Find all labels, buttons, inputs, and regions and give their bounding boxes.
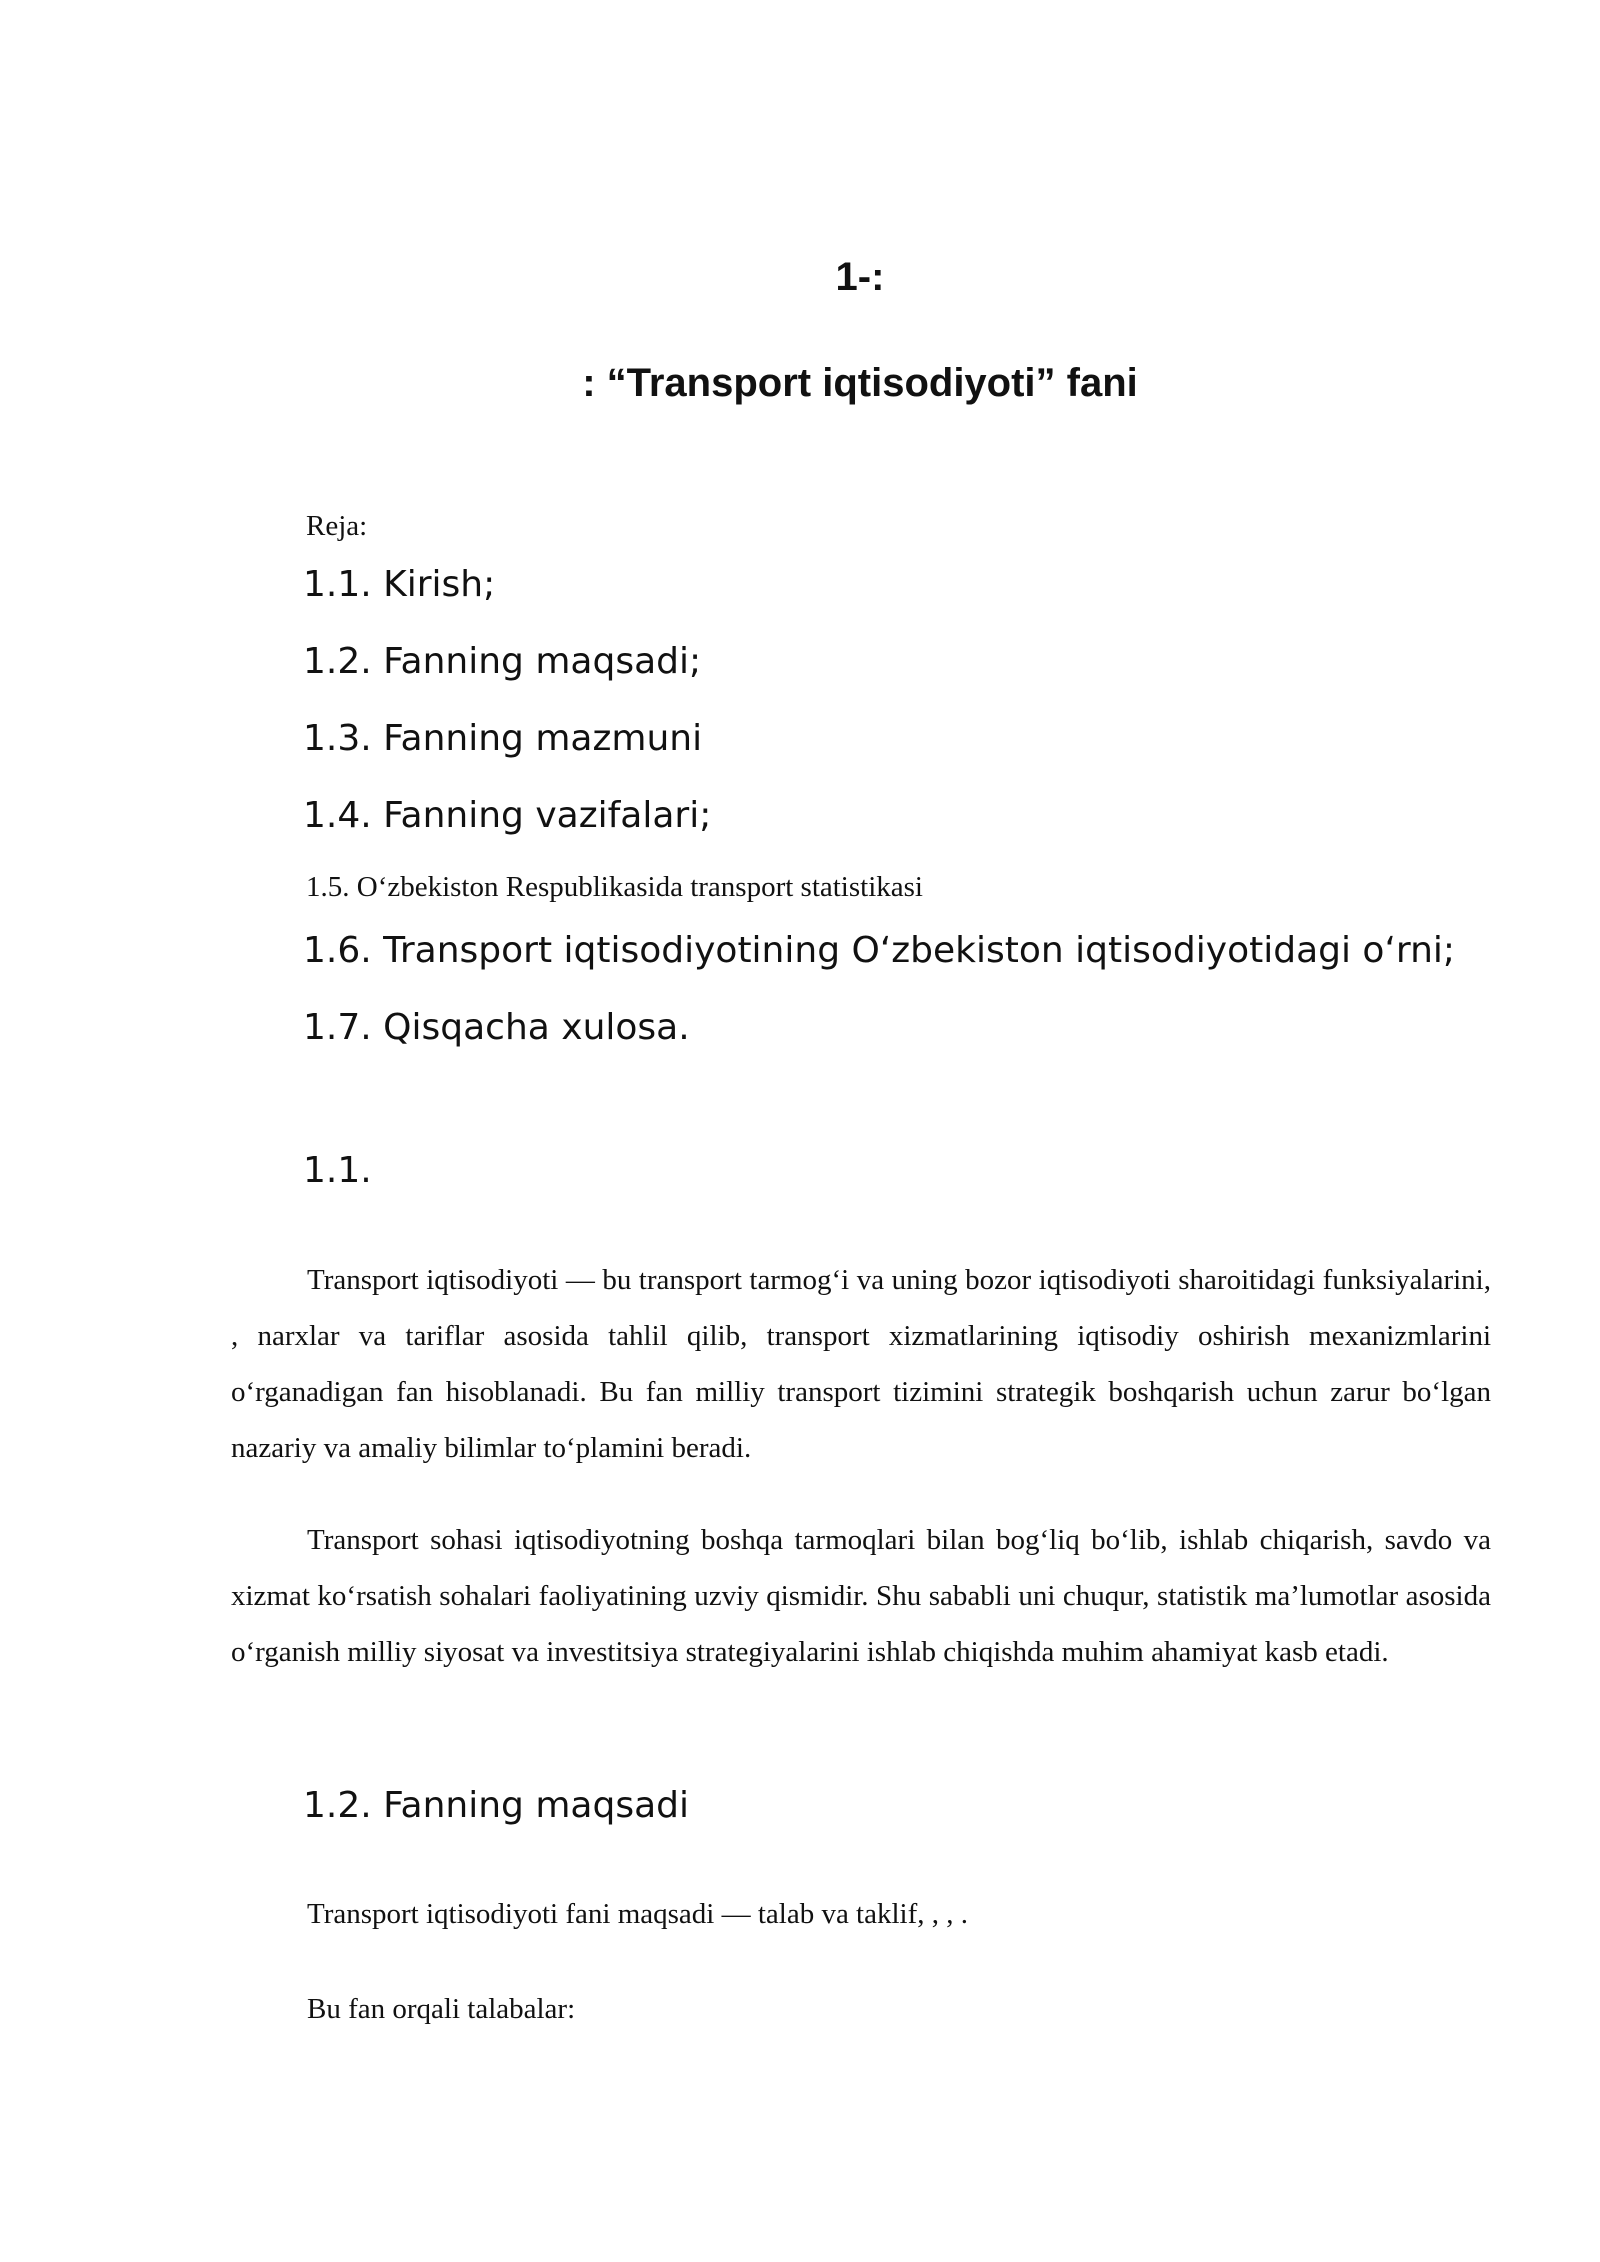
section-1-2-line-1: Transport iqtisodiyoti fani maqsadi — talab va taklif, , , . — [307, 1898, 969, 1930]
section-heading-1-2: 1.2. Fanning maqsadi — [303, 1785, 689, 1826]
plan-label: Reja: — [306, 510, 368, 542]
plan-item-statistika: 1.5. O‘zbekiston Respublikasida transport statistikasi — [306, 871, 923, 903]
plan-item-vazifalari: 1.4. Fanning vazifalari; — [303, 795, 712, 836]
section-1-1-paragraph-1: Transport iqtisodiyoti — bu transport tarmog‘i va uning bozor iqtisodiyoti sharoitidagi funksiyalarini, , narxlar va tariflar asosida tahlil qilib, transport xizmatlarining iqtisodiy oshirish mexanizmlarini o‘rganadigan fan hisoblanadi. Bu fan milliy transport tizimini strategik boshqarish uchun zarur bo‘lgan nazariy va amaliy bilimlar to‘plamini beradi. — [231, 1264, 1491, 1464]
plan-item-mazmuni: 1.3. Fanning mazmuni — [303, 718, 703, 759]
section-heading-1-1: 1.1. — [303, 1150, 372, 1191]
section-1-1-paragraph-2: Transport sohasi iqtisodiyotning boshqa tarmoqlari bilan bog‘liq bo‘lib, ishlab chiqarish, savdo va xizmat ko‘rsatish sohalari faoliyatining uzviy qismidir. Shu sababli uni chuqur, statistik ma’lumotlar asosida o‘rganish milliy siyosat va investitsiya strategiyalarini ishlab chiqishda muhim ahamiyat kasb etadi. — [231, 1524, 1491, 1668]
section-1-2-line-2: Bu fan orqali talabalar: — [307, 1993, 576, 2025]
plan-item-orni: 1.6. Transport iqtisodiyotining O‘zbekiston iqtisodiyotidagi o‘rni; — [303, 930, 1456, 971]
plan-item-maqsadi: 1.2. Fanning maqsadi; — [303, 641, 702, 682]
plan-item-xulosa: 1.7. Qisqacha xulosa. — [303, 1007, 690, 1048]
chapter-title: : “Transport iqtisodiyoti” fani — [582, 361, 1138, 405]
chapter-number: 1-: — [835, 255, 885, 299]
plan-item-kirish: 1.1. Kirish; — [303, 564, 496, 605]
